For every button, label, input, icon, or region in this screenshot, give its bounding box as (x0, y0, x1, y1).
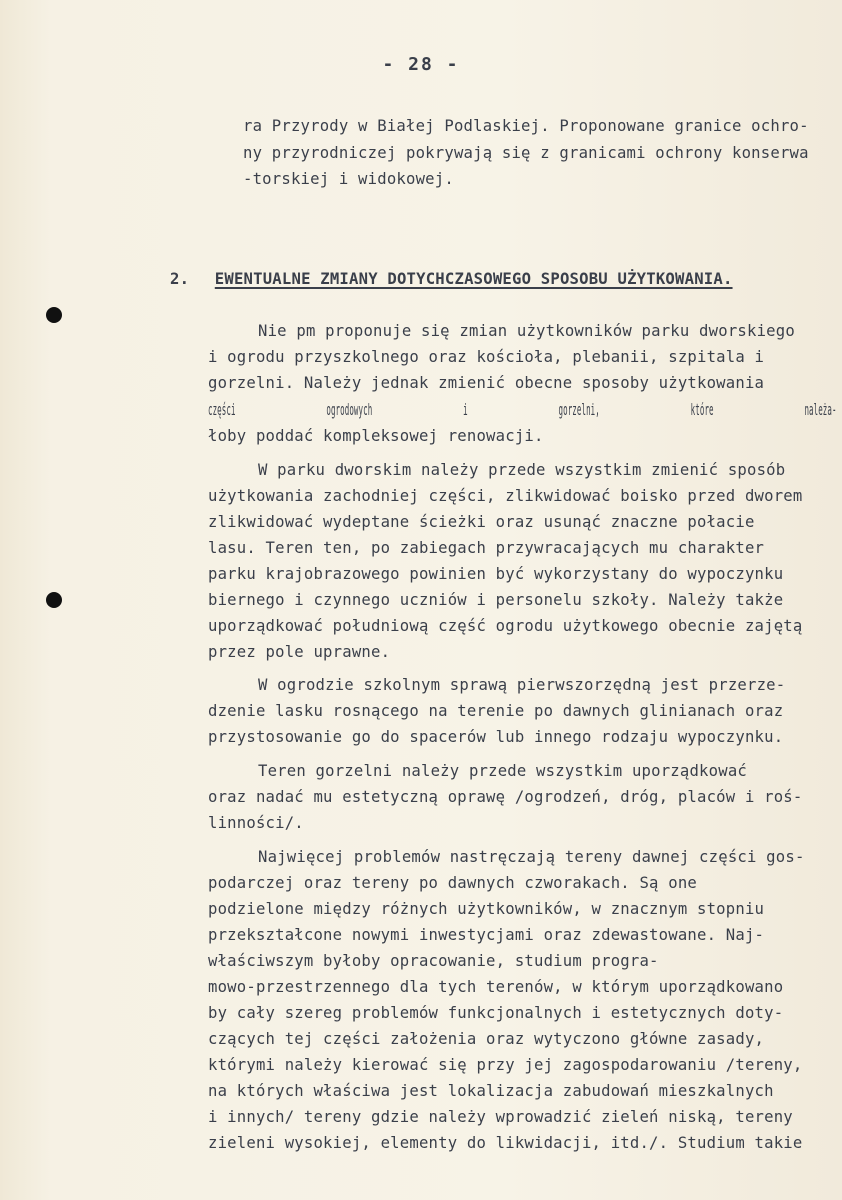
punch-hole (46, 307, 62, 323)
text-line: i innych/ tereny gdzie należy wprowadzić zieleń niską, tereny (208, 1108, 793, 1126)
text-line: Najwięcej problemów nastręczają tereny dawnej części gos- (258, 848, 805, 866)
punch-hole (46, 592, 62, 608)
section-heading (170, 270, 733, 288)
text-line: -torskiej i widokowej. (243, 170, 454, 188)
text-line: parku krajobrazowego powinien być wykorzystany do wypoczynku (208, 565, 784, 583)
text-line: lasu. Teren ten, po zabiegach przywracających mu charakter (208, 539, 765, 557)
text-line: zlikwidować wydeptane ścieżki oraz usunąć znaczne połacie (208, 513, 755, 531)
text-line: oraz nadać mu estetyczną oprawę /ogrodzeń, dróg, placów i roś- (208, 788, 803, 806)
page-number: - 28 - (382, 54, 460, 75)
text-line: W ogrodzie szkolnym sprawą pierwszorzędną jest przerze- (258, 676, 786, 694)
text-line: podzielone między różnych użytkowników, w znacznym stopniu (208, 900, 765, 918)
section-number: 2. (170, 270, 190, 288)
text-line: ra Przyrody w Białej Podlaskiej. Proponowane granice ochro- (243, 117, 809, 135)
text-line: zieleni wysokiej, elementy do likwidacji, itd./. Studium takie (208, 1134, 803, 1152)
text-line: właściwszym byłoby opracowanie, studium progra- (208, 952, 659, 970)
section-title: EWENTUALNE ZMIANY DOTYCHCZASOWEGO SPOSOBU UŻYTKOWANIA. (214, 270, 733, 288)
text-line: uporządkować południową część ogrodu użytkowego obecnie zajętą (208, 617, 803, 635)
text-line: ny przyrodniczej pokrywają się z granicami ochrony konserwa (243, 144, 809, 162)
text-line: na których właściwa jest lokalizacja zabudowań mieszkalnych (208, 1082, 774, 1100)
text-line: by cały szereg problemów funkcjonalnych i estetycznych doty- (208, 1004, 784, 1022)
text-line: biernego i czynnego uczniów i personelu szkoły. Należy także (208, 591, 784, 609)
text-line: W parku dworskim należy przede wszystkim zmienić sposób (258, 461, 786, 479)
text-line: linności/. (208, 814, 304, 832)
text-line: podarczej oraz tereny po dawnych czworakach. Są one (208, 874, 697, 892)
text-line: Teren gorzelni należy przede wszystkim uporządkować (258, 762, 747, 780)
text-line: przekształcone nowymi inwestycjami oraz zdewastowane. Naj- (208, 926, 765, 944)
text-line: którymi należy kierować się przy jej zagospodarowaniu /tereny, (208, 1056, 803, 1074)
text-line: przez pole uprawne. (208, 643, 391, 661)
text-line: użytkowania zachodniej części, zlikwidować boisko przed dworem (208, 487, 803, 505)
text-line: Nie pm proponuje się zmian użytkowników parku dworskiego (258, 322, 795, 340)
text-line: przystosowanie go do spacerów lub innego rodzaju wypoczynku. (208, 728, 784, 746)
text-line: i ogrodu przyszkolnego oraz kościoła, plebanii, szpitala i (208, 348, 765, 366)
text-line: dzenie lasku rosnącego na terenie po dawnych glinianach oraz (208, 702, 784, 720)
text-line: czących tej części założenia oraz wytyczono główne zasady, (208, 1030, 765, 1048)
text-line: gorzelni. Należy jednak zmienić obecne sposoby użytkowania (208, 374, 765, 392)
text-line: mowo-przestrzennego dla tych terenów, w którym uporządkowano (208, 978, 784, 996)
text-line: części ogrodowych i gorzelni, które należa- (208, 401, 837, 419)
text-line: łoby poddać kompleksowej renowacji. (208, 427, 544, 445)
